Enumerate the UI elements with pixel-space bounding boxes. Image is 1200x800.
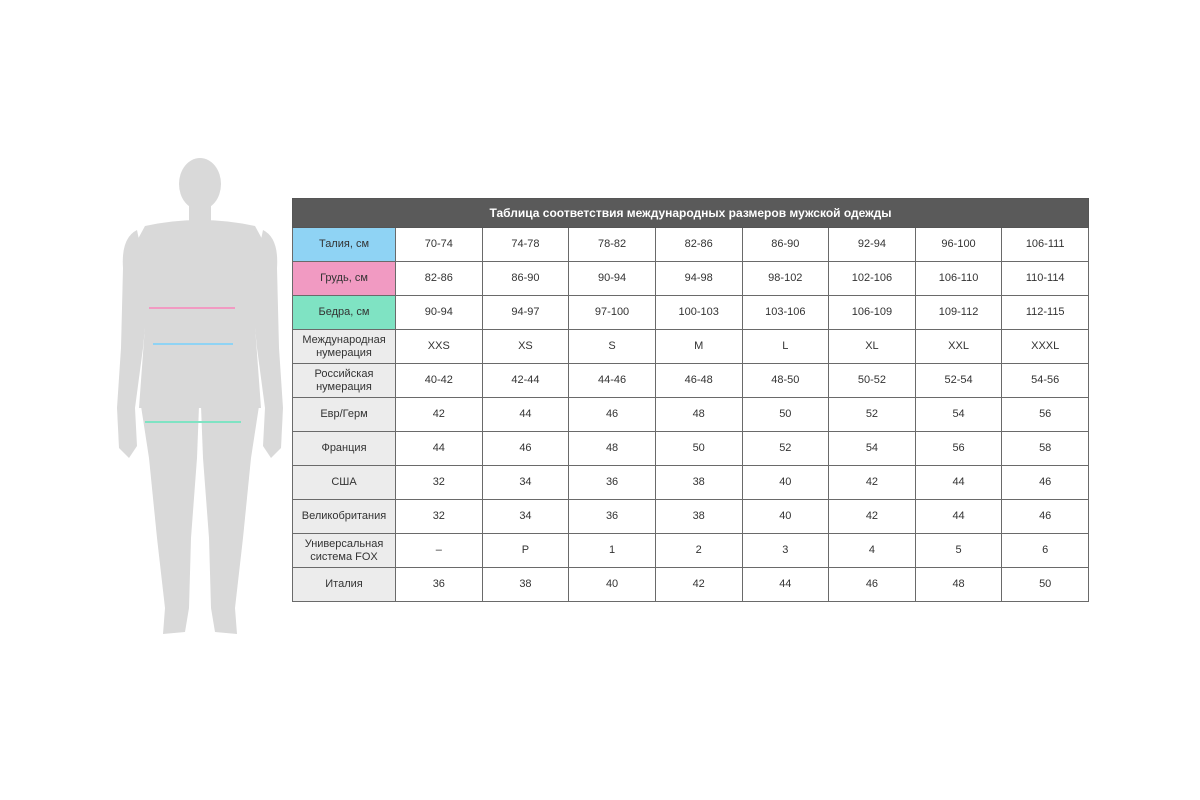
- row-label: Российская нумерация: [293, 364, 396, 398]
- size-cell: 44: [482, 398, 569, 432]
- size-cell: 3: [742, 534, 829, 568]
- size-cell: 94-97: [482, 296, 569, 330]
- table-row: [293, 534, 1089, 568]
- size-cell: 56: [915, 432, 1002, 466]
- table-row: [293, 364, 1089, 398]
- size-cell: 74-78: [482, 228, 569, 262]
- row-label: Грудь, см: [293, 262, 396, 296]
- size-cell: 50-52: [829, 364, 916, 398]
- size-cell: 42: [829, 466, 916, 500]
- size-cell: 56: [1002, 398, 1089, 432]
- size-cell: XXXL: [1002, 330, 1089, 364]
- size-cell: 58: [1002, 432, 1089, 466]
- size-cell: 70-74: [396, 228, 483, 262]
- size-cell: 38: [655, 500, 742, 534]
- size-cell: 86-90: [482, 262, 569, 296]
- size-cell: 102-106: [829, 262, 916, 296]
- size-cell: 90-94: [396, 296, 483, 330]
- size-cell: 46-48: [655, 364, 742, 398]
- size-cell: 106-111: [1002, 228, 1089, 262]
- size-cell: 54-56: [1002, 364, 1089, 398]
- size-cell: M: [655, 330, 742, 364]
- size-cell: 96-100: [915, 228, 1002, 262]
- size-cell: 32: [396, 466, 483, 500]
- size-cell: L: [742, 330, 829, 364]
- size-cell: XXL: [915, 330, 1002, 364]
- size-cell: 6: [1002, 534, 1089, 568]
- size-cell: 46: [569, 398, 656, 432]
- size-cell: XXS: [396, 330, 483, 364]
- size-cell: 42: [396, 398, 483, 432]
- row-label: Талия, см: [293, 228, 396, 262]
- size-cell: 40: [569, 568, 656, 602]
- size-cell: 97-100: [569, 296, 656, 330]
- size-cell: 106-109: [829, 296, 916, 330]
- table-row: [293, 568, 1089, 602]
- table-row: [293, 262, 1089, 296]
- size-cell: 50: [1002, 568, 1089, 602]
- size-cell: 94-98: [655, 262, 742, 296]
- table-row: [293, 398, 1089, 432]
- size-cell: 103-106: [742, 296, 829, 330]
- size-cell: 40: [742, 466, 829, 500]
- size-cell: 32: [396, 500, 483, 534]
- size-cell: 98-102: [742, 262, 829, 296]
- size-cell: 112-115: [1002, 296, 1089, 330]
- table-row: [293, 330, 1089, 364]
- body-silhouette: [115, 158, 285, 638]
- size-cell: 40: [742, 500, 829, 534]
- size-cell: 46: [829, 568, 916, 602]
- size-cell: 52-54: [915, 364, 1002, 398]
- size-cell: 50: [655, 432, 742, 466]
- size-cell: 4: [829, 534, 916, 568]
- size-cell: 44: [396, 432, 483, 466]
- size-cell: 86-90: [742, 228, 829, 262]
- size-cell: 100-103: [655, 296, 742, 330]
- size-cell: 82-86: [655, 228, 742, 262]
- size-cell: 34: [482, 500, 569, 534]
- size-cell: 106-110: [915, 262, 1002, 296]
- table-row: [293, 296, 1089, 330]
- size-cell: 109-112: [915, 296, 1002, 330]
- size-cell: 44: [915, 500, 1002, 534]
- size-cell: 36: [569, 500, 656, 534]
- size-cell: XS: [482, 330, 569, 364]
- size-conversion-table: [292, 198, 1089, 602]
- size-cell: 48: [569, 432, 656, 466]
- size-cell: 38: [655, 466, 742, 500]
- table-row: [293, 500, 1089, 534]
- size-cell: 54: [915, 398, 1002, 432]
- size-cell: 44: [742, 568, 829, 602]
- size-cell: 54: [829, 432, 916, 466]
- table-row: [293, 228, 1089, 262]
- size-cell: 48-50: [742, 364, 829, 398]
- size-cell: 36: [569, 466, 656, 500]
- size-cell: 46: [482, 432, 569, 466]
- size-cell: 92-94: [829, 228, 916, 262]
- size-cell: 40-42: [396, 364, 483, 398]
- size-cell: XL: [829, 330, 916, 364]
- size-cell: 34: [482, 466, 569, 500]
- size-cell: 5: [915, 534, 1002, 568]
- row-label: Франция: [293, 432, 396, 466]
- table-row: [293, 432, 1089, 466]
- size-cell: 48: [655, 398, 742, 432]
- size-cell: 44-46: [569, 364, 656, 398]
- row-label: Универсальная система FOX: [293, 534, 396, 568]
- size-cell: 38: [482, 568, 569, 602]
- row-label: Евр/Герм: [293, 398, 396, 432]
- table-body: [293, 228, 1089, 602]
- size-cell: 52: [829, 398, 916, 432]
- size-cell: 78-82: [569, 228, 656, 262]
- size-cell: 90-94: [569, 262, 656, 296]
- row-label: Великобритания: [293, 500, 396, 534]
- size-cell: 50: [742, 398, 829, 432]
- size-cell: 42: [655, 568, 742, 602]
- size-cell: 44: [915, 466, 1002, 500]
- size-cell: 82-86: [396, 262, 483, 296]
- size-cell: 1: [569, 534, 656, 568]
- size-cell: 46: [1002, 466, 1089, 500]
- table-row: [293, 466, 1089, 500]
- size-cell: 42: [829, 500, 916, 534]
- size-cell: 36: [396, 568, 483, 602]
- size-cell: –: [396, 534, 483, 568]
- size-cell: 52: [742, 432, 829, 466]
- male-figure-icon: [115, 158, 285, 638]
- row-label: Бедра, см: [293, 296, 396, 330]
- size-cell: S: [569, 330, 656, 364]
- size-cell: 48: [915, 568, 1002, 602]
- row-label: США: [293, 466, 396, 500]
- size-cell: 42-44: [482, 364, 569, 398]
- table-title: Таблица соответствия международных размеров мужской одежды: [293, 199, 1089, 228]
- row-label: Италия: [293, 568, 396, 602]
- row-label: Международная нумерация: [293, 330, 396, 364]
- size-cell: P: [482, 534, 569, 568]
- size-cell: 2: [655, 534, 742, 568]
- size-cell: 46: [1002, 500, 1089, 534]
- size-cell: 110-114: [1002, 262, 1089, 296]
